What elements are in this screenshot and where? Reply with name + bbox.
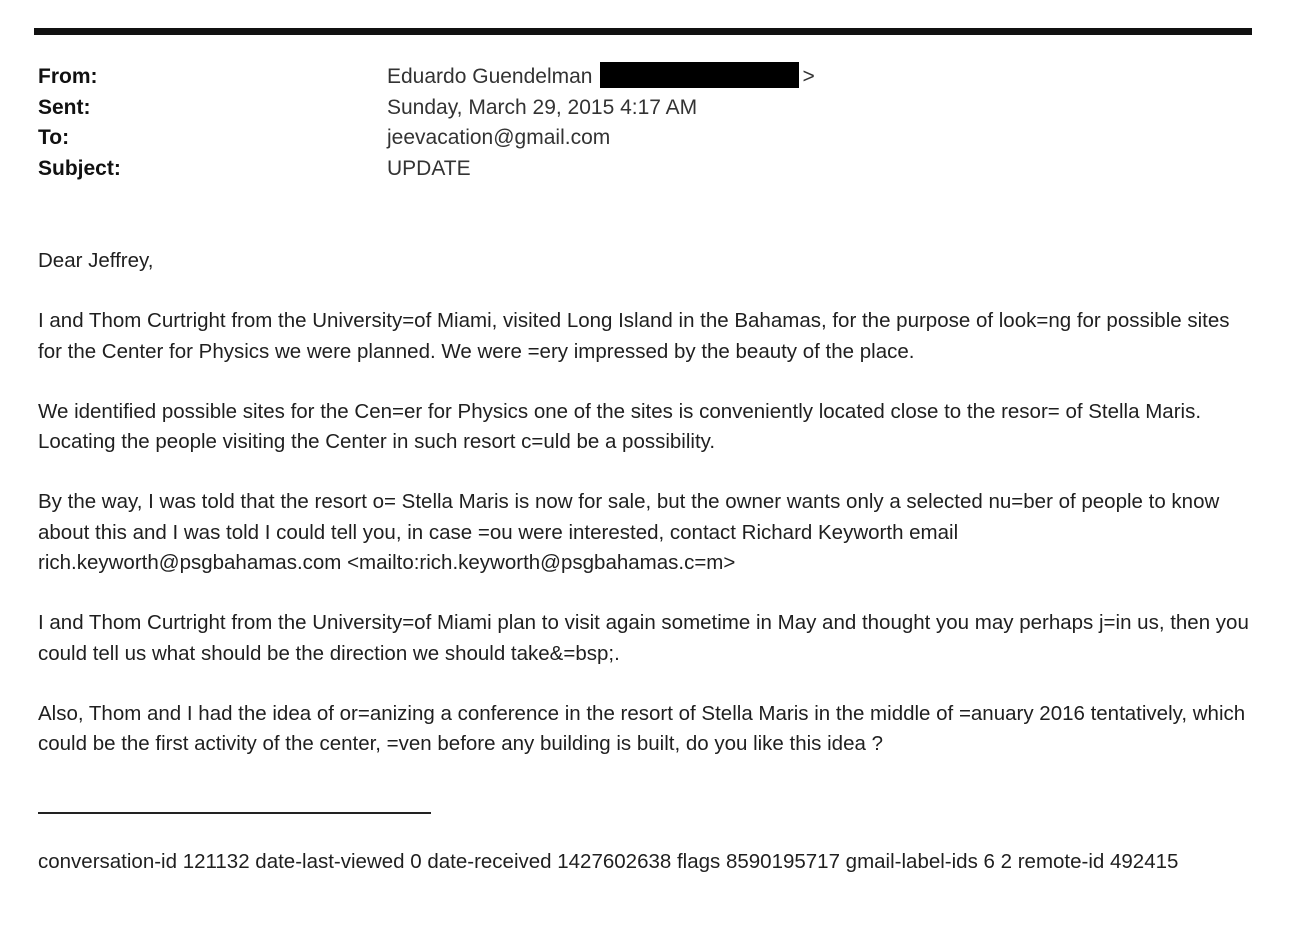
sent-value: Sunday, March 29, 2015 4:17 AM: [387, 95, 698, 119]
to-label: To:: [38, 126, 70, 149]
redaction-box: [600, 62, 799, 88]
email-body: [38, 246, 1258, 789]
body-paragraph: We identified possible sites for the Cen=er for Physics one of the sites is conveniently located close to the resor= of Stella Maris. Locating the people visiting the Center in such resort c=uld be a possibility.: [38, 399, 1202, 453]
subject-label: Subject:: [38, 156, 121, 180]
subject-value: UPDATE: [387, 156, 471, 180]
to-value: jeevacation@gmail.com: [387, 126, 611, 149]
from-value: [387, 62, 815, 93]
sent-label: Sent:: [38, 95, 91, 119]
from-label: From:: [38, 65, 98, 88]
signature-divider: [38, 812, 431, 814]
body-paragraph: I and Thom Curtright from the University=of Miami, visited Long Island in the Bahamas, for the purpose of look=ng for possible sites for the Center for Physics we were planned. We were =ery impressed by the beauty of the place.: [38, 309, 1230, 363]
body-paragraph: Also, Thom and I had the idea of or=anizing a conference in the resort of Stella Maris in the middle of =anuary 2016 tentatively, which could be the first activity of the center, =ven before any building is built, do you like this idea ?: [38, 701, 1246, 755]
greeting: Dear Jeffrey,: [38, 249, 154, 272]
top-divider: [34, 28, 1252, 35]
sender-name: Eduardo Guendelman: [387, 65, 593, 88]
body-paragraph: I and Thom Curtright from the University=of Miami plan to visit again sometime in May and thought you may perhaps j=in us, then you could tell us what should be the direction we should take&=bsp;.: [38, 611, 1249, 665]
footer-metadata: conversation-id 121132 date-last-viewed 0 date-received 1427602638 flags 8590195717 gmail-label-ids 6 2 remote-id 492415: [38, 850, 1179, 873]
body-paragraph: By the way, I was told that the resort o= Stella Maris is now for sale, but the owner wants only a selected nu=ber of people to know about this and I was told I could tell you, in case =ou were interested, contact Richard Keyworth email rich.keyworth@psgbahamas.com <mailto:rich.keyworth@psgbahamas.c=m>: [38, 490, 1220, 574]
from-suffix: >: [802, 65, 815, 88]
